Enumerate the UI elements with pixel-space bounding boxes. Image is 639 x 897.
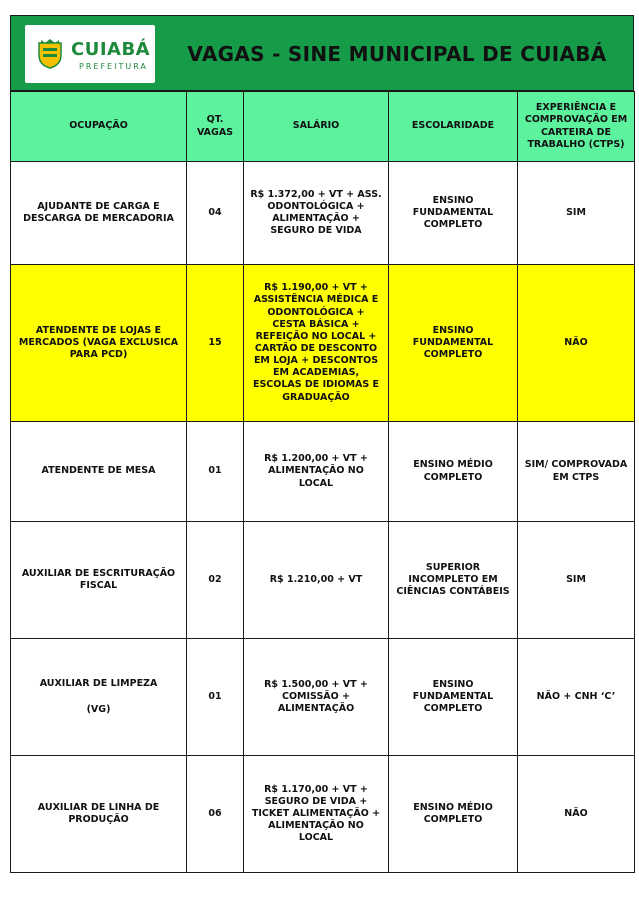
cell-education: ENSINO MÉDIO COMPLETO (389, 422, 518, 522)
cell-experience: SIM/ COMPROVADA EM CTPS (518, 422, 635, 522)
table-row (11, 422, 635, 522)
cell-occupation: ATENDENTE DE MESA (11, 422, 187, 522)
logo-subtitle: PREFEITURA (79, 62, 148, 71)
cell-occupation: AUXILIAR DE ESCRITURAÇÃO FISCAL (11, 522, 187, 639)
cell-experience: NÃO (518, 265, 635, 422)
header-banner (10, 15, 634, 91)
cell-salary: R$ 1.372,00 + VT + ASS. ODONTOLÓGICA + ALIMENTAÇÃO + SEGURO DE VIDA (244, 162, 389, 265)
cell-occupation: AUXILIAR DE LINHA DE PRODUÇÃO (11, 756, 187, 873)
cell-salary: R$ 1.500,00 + VT + COMISSÃO + ALIMENTAÇÃO (244, 639, 389, 756)
col-header-salary: SALÁRIO (244, 92, 389, 162)
col-header-education: ESCOLARIDADE (389, 92, 518, 162)
cell-qty: 01 (187, 422, 244, 522)
table-row-highlighted (11, 265, 635, 422)
cell-education: ENSINO FUNDAMENTAL COMPLETO (389, 265, 518, 422)
cell-qty: 15 (187, 265, 244, 422)
cell-salary: R$ 1.210,00 + VT (244, 522, 389, 639)
col-header-occupation: OCUPAÇÃO (11, 92, 187, 162)
cell-occupation-note: (VG) (86, 704, 111, 715)
table-row (11, 639, 635, 756)
cell-education: ENSINO FUNDAMENTAL COMPLETO (389, 639, 518, 756)
cell-education: ENSINO MÉDIO COMPLETO (389, 756, 518, 873)
cell-education: SUPERIOR INCOMPLETO EM CIÊNCIAS CONTÁBEIS (389, 522, 518, 639)
cell-qty: 04 (187, 162, 244, 265)
cell-occupation: ATENDENTE DE LOJAS E MERCADOS (VAGA EXCLUSICA PARA PCD) (11, 265, 187, 422)
cell-occupation (11, 639, 187, 756)
cell-salary: R$ 1.170,00 + VT + SEGURO DE VIDA + TICKET ALIMENTAÇÃO + ALIMENTAÇÃO NO LOCAL (244, 756, 389, 873)
logo-name: CUIABÁ (71, 39, 151, 60)
cell-experience: SIM (518, 522, 635, 639)
table-row (11, 522, 635, 639)
cell-qty: 06 (187, 756, 244, 873)
col-header-qty: QT. VAGAS (187, 92, 244, 162)
table-row (11, 162, 635, 265)
cell-experience: NÃO (518, 756, 635, 873)
vacancy-table (10, 91, 635, 873)
table-row (11, 756, 635, 873)
col-header-experience: EXPERIÊNCIA E COMPROVAÇÃO EM CARTEIRA DE TRABALHO (CTPS) (518, 92, 635, 162)
cell-salary: R$ 1.190,00 + VT + ASSISTÊNCIA MÉDICA E ODONTOLÓGICA + CESTA BÁSICA + REFEIÇÃO NO LOCAL + CARTÃO DE DESCONTO EM LOJA + DESCONTOS EM ACADEMIAS, ESCOLAS DE IDIOMAS E GRADUAÇÃO (244, 265, 389, 422)
cell-qty: 02 (187, 522, 244, 639)
vacancy-sheet (10, 15, 634, 873)
cell-salary: R$ 1.200,00 + VT + ALIMENTAÇÃO NO LOCAL (244, 422, 389, 522)
cell-qty: 01 (187, 639, 244, 756)
cell-education: ENSINO FUNDAMENTAL COMPLETO (389, 162, 518, 265)
cell-experience: SIM (518, 162, 635, 265)
page-title: VAGAS - SINE MUNICIPAL DE CUIABÁ (187, 42, 607, 66)
table-header-row (11, 92, 635, 162)
cell-experience: NÃO + CNH ‘C’ (518, 639, 635, 756)
cell-occupation-text: AUXILIAR DE LIMPEZA (39, 677, 158, 689)
coat-of-arms-icon (37, 39, 63, 69)
cell-occupation: AJUDANTE DE CARGA E DESCARGA DE MERCADORIA (11, 162, 187, 265)
prefeitura-logo (25, 25, 155, 83)
